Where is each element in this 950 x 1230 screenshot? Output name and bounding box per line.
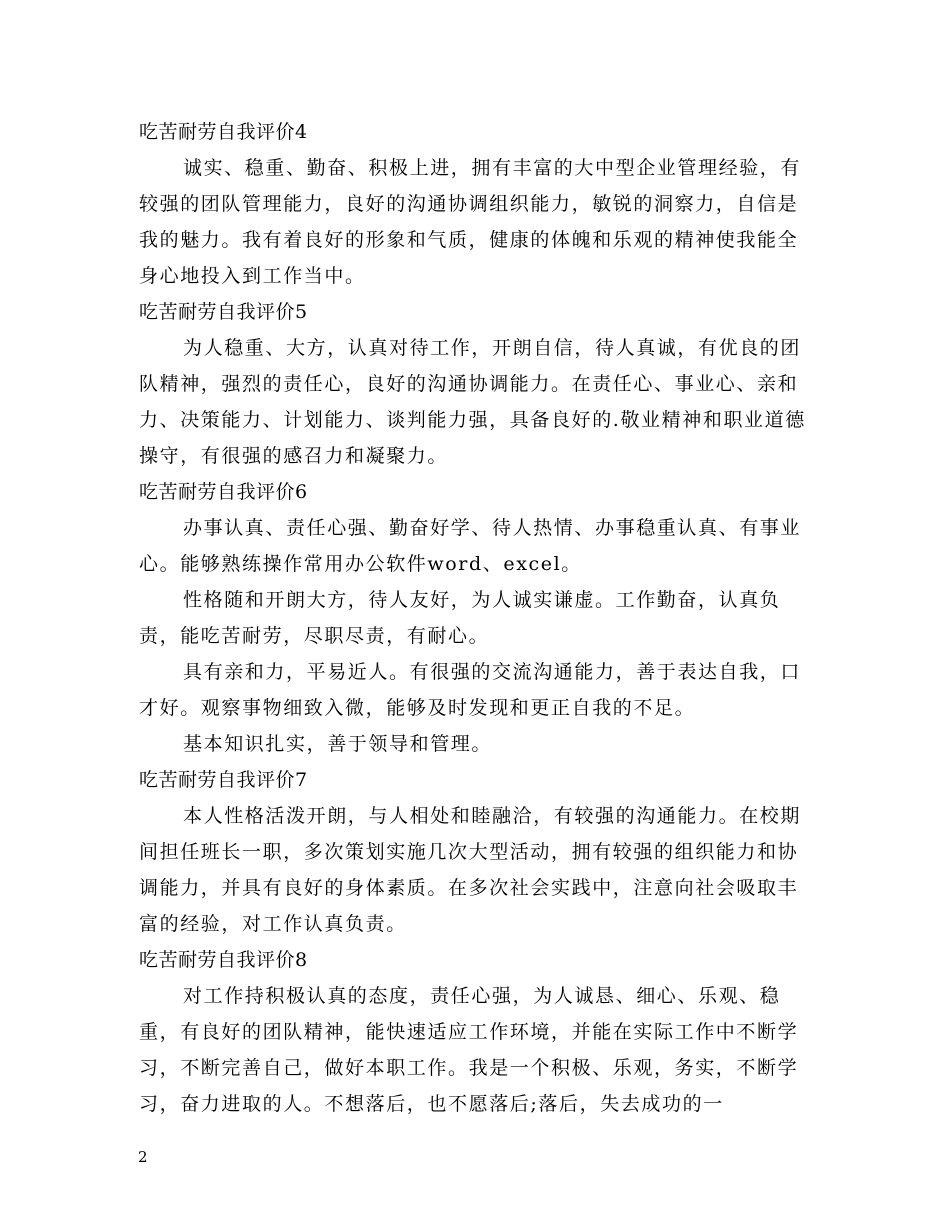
section-heading: 吃苦耐劳自我评价7: [139, 769, 308, 791]
section-heading: 吃苦耐劳自我评价5: [139, 301, 308, 323]
section-paragraph: 基本知识扎实，善于领导和管理。: [183, 733, 493, 755]
section-paragraph: 性格随和开朗大方，待人友好，为人诚实谦虚。工作勤奋，认真负责，能吃苦耐劳，尽职尽责，有耐心。: [139, 589, 781, 647]
section-paragraph: 为人稳重、大方，认真对待工作，开朗自信，待人真诚，有优良的团队精神，强烈的责任心，良好的沟通协调能力。在责任心、事业心、亲和力、决策能力、计划能力、谈判能力强，具备良好的.敬业精神和职业道德操守，有很强的感召力和凝聚力。: [139, 337, 806, 467]
section-paragraph: 办事认真、责任心强、勤奋好学、待人热情、办事稳重认真、有事业心。能够熟练操作常用办公软件word、excel。: [139, 517, 802, 575]
page-number: 2: [138, 1148, 148, 1166]
section-paragraph: 对工作持积极认真的态度，责任心强，为人诚恳、细心、乐观、稳重，有良好的团队精神，能快速适应工作环境，并能在实际工作中不断学习，不断完善自己，做好本职工作。我是一个积极、乐观，务实，不断学习，奋力进取的人。不想落后，也不愿落后;落后，失去成功的一: [139, 985, 799, 1115]
section-paragraph: 诚实、稳重、勤奋、积极上进，拥有丰富的大中型企业管理经验，有较强的团队管理能力，良好的沟通协调组织能力，敏锐的洞察力，自信是我的魅力。我有着良好的形象和气质，健康的体魄和乐观的精神使我能全身心地投入到工作当中。: [139, 157, 802, 287]
section-heading: 吃苦耐劳自我评价8: [139, 949, 308, 971]
document-body: [139, 114, 817, 1122]
section-heading: 吃苦耐劳自我评价6: [139, 481, 308, 503]
section-paragraph: 具有亲和力，平易近人。有很强的交流沟通能力，善于表达自我，口才好。观察事物细致入微，能够及时发现和更正自我的不足。: [139, 661, 802, 719]
section-paragraph: 本人性格活泼开朗，与人相处和睦融洽，有较强的沟通能力。在校期间担任班长一职，多次策划实施几次大型活动，拥有较强的组织能力和协调能力，并具有良好的身体素质。在多次社会实践中，注意向社会吸取丰富的经验，对工作认真负责。: [139, 805, 802, 935]
section-heading: 吃苦耐劳自我评价4: [139, 121, 308, 143]
